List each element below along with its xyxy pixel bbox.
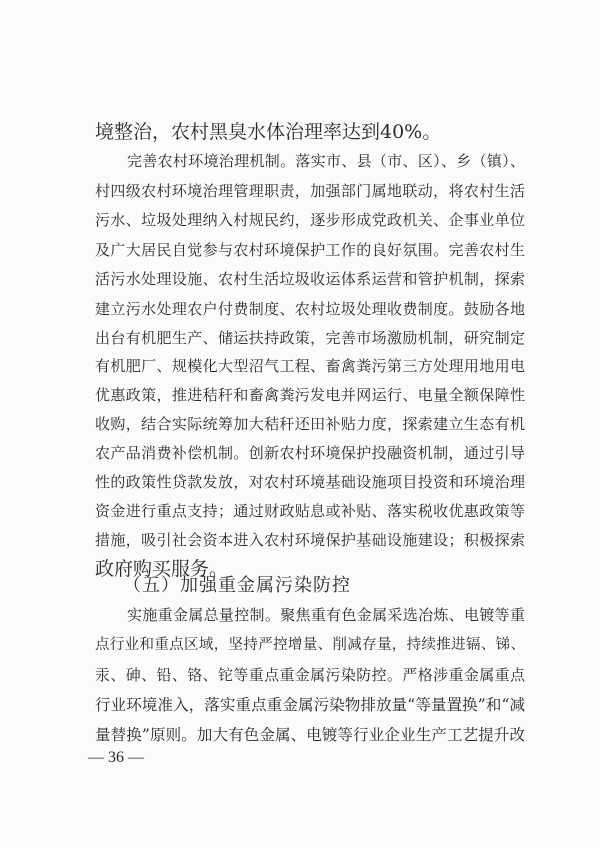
page-number: — 36 —	[88, 749, 144, 766]
text-line: 资金进行重点支持；通过财政贴息或补贴、落实税收优惠政策等	[95, 502, 525, 520]
text-line: 措施，吸引社会资本进入农村环境保护基础设施建设；积极探索	[95, 531, 525, 549]
text-line: 农产品消费补偿机制。创新农村环境保护投融资机制，通过引导	[95, 444, 525, 462]
text-line: 活污水处理设施、农村生活垃圾收运体系运营和管护机制，探索	[95, 270, 525, 288]
text-line: 量替换”原则。加大有色金属、电镀等行业企业生产工艺提升改	[95, 726, 525, 744]
text-line: 收购，结合实际统筹加大秸秆还田补贴力度，探索建立生态有机	[95, 415, 525, 433]
text-line: 及广大居民自觉参与农村环境保护工作的良好氛围。完善农村生	[95, 241, 525, 259]
text-line: 污水、垃圾处理纳入村规民约，逐步形成党政机关、企事业单位	[95, 211, 525, 229]
text-line: 境整治，农村黑臭水体治理率达到40%。	[95, 121, 442, 143]
text-line: 汞、砷、铅、铬、铊等重点重金属污染防控。严格涉重金属重点	[95, 666, 525, 684]
text-line: 点行业和重点区域，坚持严控增量、削减存量，持续推进镉、锑、	[95, 637, 525, 653]
text-line: 性的政策性贷款发放，对农村环境基础设施项目投资和环境治理	[95, 473, 525, 491]
text-line: 行业环境准入，落实重点重金属污染物排放量“等量置换”和“减	[95, 696, 525, 714]
text-line: 优惠政策，推进秸秆和畜禽粪污发电并网运行、电量全额保障性	[95, 386, 525, 404]
text-line: 出台有机肥生产、储运扶持政策，完善市场激励机制，研究制定	[95, 329, 525, 347]
text-line: 建立污水处理农户付费制度、农村垃圾处理收费制度。鼓励各地	[95, 300, 525, 318]
text-line: 完善农村环境治理机制。落实市、县（市、区）、乡（镇）、	[127, 152, 525, 170]
text-line: 有机肥厂、规模化大型沼气工程、畜禽粪污第三方处理用地用电	[95, 357, 525, 375]
text-line: 村四级农村环境治理管理职责，加强部门属地联动，将农村生活	[95, 182, 525, 200]
text-line: 实施重金属总量控制。聚焦重有色金属采选冶炼、电镀等重	[127, 606, 525, 624]
section-heading: （五）加强重金属污染防控	[123, 575, 351, 596]
text-line: 政府购买服务。	[95, 558, 229, 580]
